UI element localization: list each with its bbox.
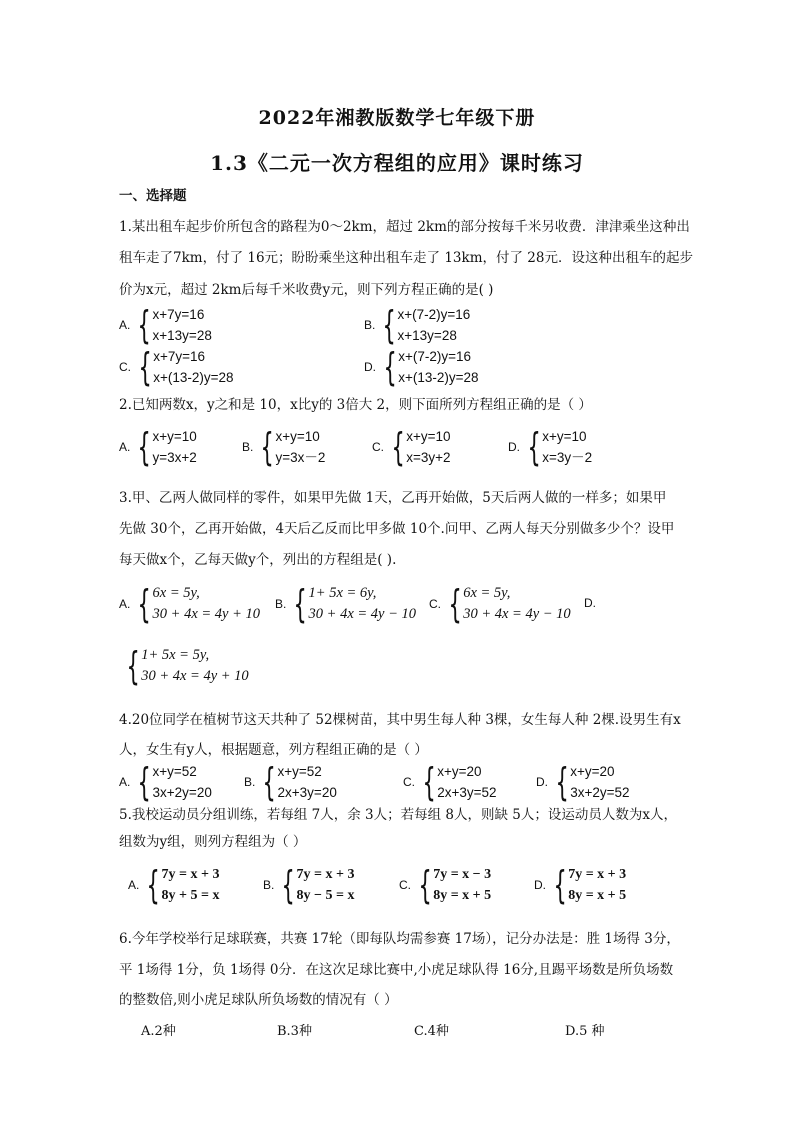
q6-option-c: C.4种 <box>414 1024 449 1039</box>
q6-option-b: B.3种 <box>277 1024 312 1039</box>
left-brace: { <box>391 425 405 469</box>
q3-option-b <box>275 583 416 625</box>
equation-system <box>132 426 196 468</box>
equation: 3x+2y=52 <box>570 785 630 800</box>
left-brace: { <box>137 425 152 469</box>
q4-option-d <box>536 761 630 803</box>
q4-line-2: 人，女生有y人，根据题意，列方程组正确的是（ ） <box>119 742 428 758</box>
equation: 8y − 5 = x <box>296 888 355 903</box>
equation-system <box>257 761 337 803</box>
q5-line-2: 组数为y组，则列方程组为（ ） <box>119 834 307 850</box>
equation-system <box>386 426 450 468</box>
equation: 7y = x + 3 <box>568 867 627 882</box>
q5-line-1: 5.我校运动员分组训练，若每组 7人，余 3人；若每组 8人，则缺 5人；设运动员人数为x人， <box>119 807 678 823</box>
equation: x+7y=16 <box>153 349 205 364</box>
option-label: C. <box>429 597 441 611</box>
left-brace: { <box>293 582 308 626</box>
option-label: C. <box>403 775 415 789</box>
q5-option-d <box>534 864 626 906</box>
equation: 1+ 5x = 6y, <box>308 585 377 601</box>
equation: x+y=20 <box>437 764 482 779</box>
left-brace: { <box>553 863 567 907</box>
option-label: A. <box>119 775 131 789</box>
equation: 30 + 4x = 4y − 10 <box>308 606 417 622</box>
q3-option-a <box>119 583 260 625</box>
equation: x+y=10 <box>406 429 451 444</box>
equation-system <box>548 864 626 906</box>
q2-option-c <box>372 426 450 468</box>
q3-line-1: 3.甲、乙两人做同样的零件，如果甲先做 1天，乙再开始做，5天后两人做的一样多；如果甲 <box>119 490 667 506</box>
option-label: B. <box>275 597 287 611</box>
left-brace: { <box>137 303 152 347</box>
q5-option-a <box>128 864 220 906</box>
option-label: A. <box>119 318 131 332</box>
left-brace: { <box>126 644 140 688</box>
equation: 1+ 5x = 5y, <box>141 647 210 663</box>
equation: x+y=10 <box>542 429 587 444</box>
equation-system <box>413 864 491 906</box>
equation: x+(7-2)y=16 <box>397 307 471 322</box>
left-brace: { <box>422 760 436 804</box>
q1-option-a <box>119 304 212 346</box>
left-brace: { <box>137 582 152 626</box>
left-brace: { <box>555 760 569 804</box>
q2-option-a <box>119 426 197 468</box>
equation: 8y + 5 = x <box>161 888 220 903</box>
q2-option-d <box>508 426 592 468</box>
equation-system <box>522 426 592 468</box>
equation: 30 + 4x = 4y + 10 <box>141 668 249 684</box>
q1-option-b <box>364 304 470 346</box>
q4-option-a <box>119 761 212 803</box>
q6-line-3: 的整数倍,则小虎足球队所负场数的情况有（ ） <box>119 992 398 1008</box>
q4-line-1: 4.20位同学在植树节这天共种了 52棵树苗，其中男生每人种 3棵，女生每人种 2棵.设男生有x <box>119 712 681 728</box>
q6-option-d: D.5 种 <box>565 1024 605 1039</box>
equation-system <box>132 583 260 625</box>
equation: 30 + 4x = 4y + 10 <box>152 606 261 622</box>
left-brace: { <box>448 582 462 626</box>
equation: 3x+2y=20 <box>152 785 212 800</box>
equation: x+7y=16 <box>152 307 205 322</box>
option-label: B. <box>244 775 256 789</box>
option-label: D. <box>534 878 546 892</box>
equation: x+y=10 <box>275 429 320 444</box>
equation: y=3x+2 <box>152 450 197 465</box>
equation-system <box>378 346 478 388</box>
option-label: C. <box>372 440 384 454</box>
equation: 7y = x + 3 <box>161 867 220 882</box>
q2-option-b <box>242 426 325 468</box>
equation: 7y = x − 3 <box>433 867 492 882</box>
q6-line-1: 6.今年学校举行足球联赛，共赛 17轮（即每队均需参赛 17场），记分办法是：胜 1场得 3分， <box>119 931 680 947</box>
left-brace: { <box>137 760 152 804</box>
q6-option-a: A.2种 <box>141 1024 176 1039</box>
worksheet-title: 2022年湘教版数学七年级下册 <box>258 107 536 129</box>
q2-line-1: 2.已知两数x，y之和是 10，x比y的 3倍大 2，则下面所列方程组正确的是（ ） <box>119 397 592 413</box>
equation: 30 + 4x = 4y − 10 <box>463 606 571 622</box>
left-brace: { <box>262 760 277 804</box>
option-label: D. <box>584 596 596 610</box>
equation: x=3y+2 <box>406 450 451 465</box>
worksheet-subtitle: 1.3《二元一次方程组的应用》课时练习 <box>210 151 584 175</box>
left-brace: { <box>383 345 397 389</box>
q1-line-3: 价为x元，超过 2km后每千米收费y元，则下列方程正确的是( ) <box>119 282 494 298</box>
equation: x+13y=28 <box>397 328 457 343</box>
q5-option-c <box>399 864 491 906</box>
option-label: D. <box>364 360 376 374</box>
equation: 6x = 5y, <box>152 585 200 601</box>
q3-option-d <box>119 645 249 687</box>
option-label: C. <box>399 878 411 892</box>
equation: 2x+3y=52 <box>437 785 497 800</box>
left-brace: { <box>281 863 296 907</box>
equation: 8y = x + 5 <box>433 888 492 903</box>
equation: x+y=52 <box>277 764 322 779</box>
q3-option-c <box>429 583 571 625</box>
option-label: B. <box>263 878 275 892</box>
equation: x+y=20 <box>570 764 615 779</box>
equation: 2x+3y=20 <box>277 785 337 800</box>
equation-system <box>377 304 470 346</box>
q4-option-b <box>244 761 337 803</box>
equation-system <box>255 426 325 468</box>
equation: y=3x－2 <box>275 450 326 465</box>
option-label: D. <box>536 775 548 789</box>
option-label: B. <box>364 318 376 332</box>
section-heading: 一、选择题 <box>119 188 187 204</box>
option-label: D. <box>508 440 520 454</box>
left-brace: { <box>382 303 397 347</box>
equation: x+(13-2)y=28 <box>153 370 234 385</box>
equation-system <box>550 761 630 803</box>
option-label: A. <box>119 597 131 611</box>
left-brace: { <box>527 425 541 469</box>
q6-line-2: 平 1场得 1分，负 1场得 0分．在这次足球比赛中,小虎足球队得 16分,且踢平场数是所负场数 <box>119 962 674 978</box>
equation: x+13y=28 <box>152 328 212 343</box>
q1-option-c <box>119 346 233 388</box>
equation-system <box>141 864 219 906</box>
equation: x+(7-2)y=16 <box>398 349 471 364</box>
q1-line-1: 1.某出租车起步价所包含的路程为0～2km，超过 2km的部分按每千米另收费．津津乘坐这种出 <box>119 219 690 235</box>
equation-system <box>417 761 497 803</box>
equation: x+y=10 <box>152 429 197 444</box>
equation: x+y=52 <box>152 764 197 779</box>
left-brace: { <box>260 425 275 469</box>
option-label: B. <box>242 440 254 454</box>
q1-option-d <box>364 346 478 388</box>
equation-system <box>276 864 354 906</box>
q1-line-2: 租车走了7km，付了 16元；盼盼乘坐这种出租车走了 13km，付了 28元．设这种出租车的起步 <box>119 250 693 266</box>
equation-system <box>132 304 212 346</box>
equation-system <box>132 761 212 803</box>
equation: 7y = x + 3 <box>296 867 355 882</box>
left-brace: { <box>418 863 432 907</box>
equation: 8y = x + 5 <box>568 888 627 903</box>
option-label: C. <box>119 360 131 374</box>
q3-line-2: 先做 30个，乙再开始做，4天后乙反而比甲多做 10个.问甲、乙两人每天分别做多少个？设甲 <box>119 521 675 537</box>
equation: 6x = 5y, <box>463 585 511 601</box>
option-label: A. <box>128 878 140 892</box>
left-brace: { <box>146 863 161 907</box>
q3-line-3: 每天做x个，乙每天做y个，列出的方程组是( ). <box>119 552 397 568</box>
q4-option-c <box>403 761 497 803</box>
equation: x=3y－2 <box>542 450 593 465</box>
q5-option-b <box>263 864 355 906</box>
option-label: A. <box>119 440 131 454</box>
equation: x+(13-2)y=28 <box>398 370 479 385</box>
equation-system <box>133 346 233 388</box>
equation-system <box>121 645 249 687</box>
q3-option-d-label <box>584 596 596 610</box>
equation-system <box>443 583 571 625</box>
left-brace: { <box>138 345 152 389</box>
equation-system <box>288 583 416 625</box>
